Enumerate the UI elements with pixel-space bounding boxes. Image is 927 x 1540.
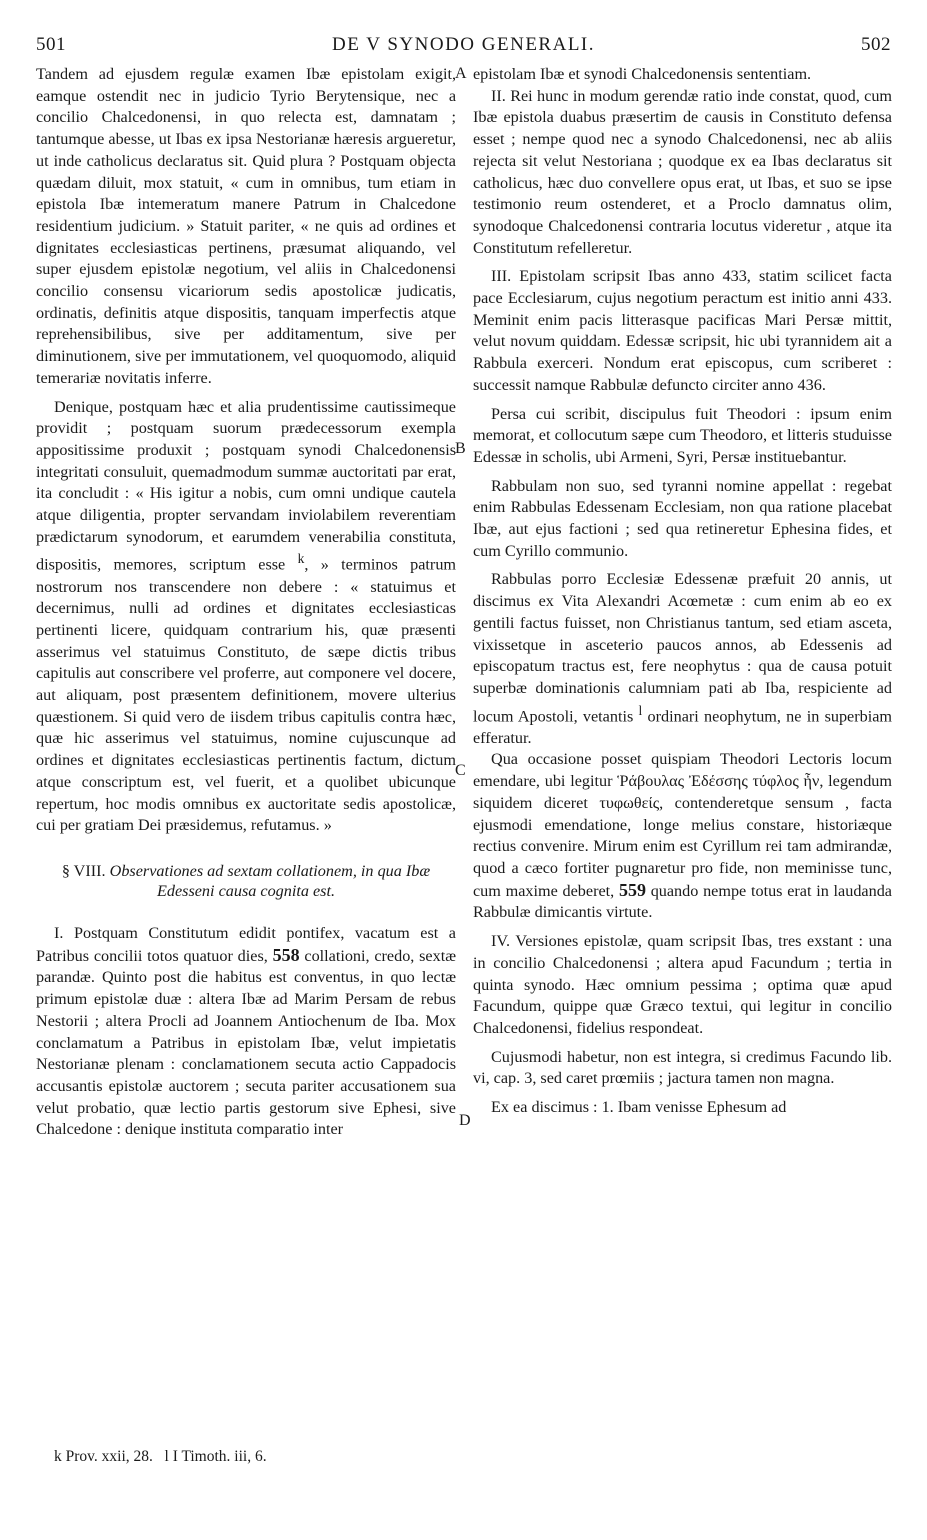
right-paragraph-1: II. Rei hunc in modum gerendæ ratio inde constat, quod, cum Ibæ epistola duabus præsertim de causis in Constituto defensa esset ; nempe quod nec a synodo Chalcedonensi, nec ab aliis rejecta sit velut Nestoriana ; quodque ex ea Ibas declaratus sit catholicus, hæc duo convellere opus erat, ut Ibas, et suo se ipse testimonio reum ostenderet, et a Proclo damnatus olim, synodoque Chalcedonensi contraria locutus videretur , atque ita Constitutum refelleretur. (473, 86, 892, 257)
right-paragraph-8: Cujusmodi habetur, non est integra, si credimus Facundo lib. vi, cap. 3, sed caret prœmiis ; jactura tamen non magna. (473, 1047, 892, 1088)
right-paragraph-5: Rabbulas porro Ecclesiæ Edessenæ præfuit 20 annis, ut discimus ex Vita Alexandri Acœmetæ : cum enim ab eo ex gentili factus fuisset, non Christianus tantum, sed etiam asceta, vixissetque in asceterio paucos annos, ab Edessenis ad episcopatum tractus est, fere neophytus : qua de causa potuit superbæ dominationis calumniam pati ab Iba, respiciente ad locum Apostoli, vetantis $^l$ ordinari neophytum, ne in superbiam efferatur. (473, 570, 893, 747)
page-number-right: 502 (861, 34, 891, 55)
right-paragraph-0: epistolam Ibæ et synodi Chalcedonensis sententiam. (473, 65, 812, 83)
footnote-ref-l: l (638, 702, 643, 718)
footnote-l: l I Timoth. iii, 6. (164, 1448, 267, 1465)
footnote-k: k Prov. xxii, 28. (54, 1448, 153, 1465)
left-column (36, 64, 456, 1141)
margin-letter-d: D (459, 1112, 471, 1129)
right-paragraph-4: Rabbulam non suo, sed tyranni nomine appellat : regebat enim Rabbulas Edessenam Ecclesiam, non qua ratione placebat Ibæ, aut ejus factioni ; sed qua retineretur Ephesina fides, et cum Cyrillo communio. (473, 476, 892, 560)
margin-letter-c: C (455, 762, 466, 779)
marginal-number-559: 559 (618, 879, 646, 900)
page-number-left: 501 (36, 34, 66, 55)
right-paragraph-7: IV. Versiones epistolæ, quam scripsit Ibas, tres exstant : una in concilio Chalcedonensi ; altera apud Facundum ; tertia in quinta synodo. Hæc omnium pessima ; optima quæ apud Facundum, quippe quæ Græco textui, qui legitur in concilio Chalcedonensi, fidelius respondeat. (473, 932, 892, 1037)
right-paragraph-9: Ex ea discimus : 1. Ibam venisse Ephesum ad (491, 1098, 787, 1117)
left-paragraph-3: I. Postquam Constitutum edidit pontifex, vacatum est a Patribus concilii totos quatuor dies, 558 collationi, credo, sextæ parandæ. Quinto post die habitus est conventus, in quo lectæ primum epistolæ duæ : altera Ibæ ad Marim Persam de rebus Nestorii ; altera Procli ad Joannem Antiochenum de Iba. Mox conclamatum a Patribus in epistolam Ibæ, velut impietatis Nestorianæ plenam : conclamationem secuta actio Cappadocis accusantis epistolæ auctorem ; secuta pariter accusationem sua velut probatio, quæ lectio partis gestorum sive Ephesi, sive Chalcedone : denique instituta comparatio inter (36, 924, 457, 1139)
running-title: DE V SYNODO GENERALI. (331, 34, 596, 55)
left-paragraph-2: Denique, postquam hæc et alia prudentissime cautissimeque providit ; postquam suorum prædecessorum exempla appositissime produxit ; postquam synodi Chalcedonensis integritati consuluit, quemadmodum summæ auctoritati par erat, ita concludit : « His igitur a nobis, cum omni undique cautela atque diligentia, propter servandam inviolabilem reverentiam prædictarum synodorum, et earumdem venerabilia constituta, dispositis, memores, scriptum esse $^k$, » terminos patrum nostrorum nos transcendere non debere : « statuimus et decernimus, nulli ad ordines et dignitates ecclesiasticas pertinenti licere, quidquam contrarium his, quæ præsenti asserimus vel statuimus Constituto, de sæpe dictis tribus capitulis aut conscribere vel proferre, aut componere vel docere, aut aliquam, post præsentem definitionem, movere ulterius quæstionem. Si quid vero de iisdem tribus capitulis contra hæc, quæ hic asserimus vel statuimus, nomine cujuscunque ad ordines et dignitates ecclesiasticas pertinentis factum, dictum atque conscriptum est, vel fuerit, et a quolibet ubicunque repertum, hoc modis omnibus ex auctoritate sedis apostolicæ, cui per gratiam Dei præsidemus, refutamus. » (36, 397, 457, 835)
marginal-number-558: 558 (272, 944, 300, 965)
right-paragraph-6: Qua occasione posset quispiam Theodori Lectoris locum emendare, ubi legitur Ῥάβουλας Ἐδέσσης τύφλος ἦν, legendum siquidem diceret τυφωθείς, contenderetque sensum , facta ejusmodi emendatione, longe melius constare, historiæque rectius convenire. Mirum enim est Cyrillum rei tam admirandæ, quod a cæco fortiter pugnaretur pro fide, non meminisse tunc, cum maxime deberet, 559 quando nempe totus erat in laudanda Rabbulæ dimicantis virtute. (473, 750, 892, 922)
margin-letter-a: A (455, 65, 467, 82)
footnote-ref-k: k (297, 551, 305, 567)
right-paragraph-2: III. Epistolam scripsit Ibas anno 433, statim scilicet facta pace Ecclesiarum, cujus negotium peractum est initio anni 433. Meminit enim pacis litterasque pacificas Mari Persæ mittit, velut novum quiddam. Edessæ scripsit, hic ubi tyrannidem ait a Rabbula exerceri. Nondum erat episcopus, cum scriberet : successit namque Rabbulæ defuncto circiter anno 436. (473, 267, 892, 394)
section-heading: § VIII. Observationes ad sextam collationem, in qua Ibæ Edesseni causa cognita est. (61, 862, 431, 900)
right-column (473, 64, 892, 1119)
margin-letter-b: B (455, 440, 466, 457)
left-paragraph-1: Tandem ad ejusdem regulæ examen Ibæ epistolam exigit, eamque ostendit nec in judicio Tyrio Berytensique, nec a concilio Chalcedonensi, in quo relecta est, damnatam ; tantumque abesse, ut Ibas ex ipsa Nestorianæ hæresis argueretur, ut inde catholicus declaratus sit. Quid plura ? Postquam objecta quædam diluit, mox statuit, « cum in omnibus, tum etiam in epistola Ibæ intemeratum manere Patrum in Chalcedone residentium judicium. » Statuit pariter, « ne quis ad ordines et dignitates ecclesiasticas pertinens, præsumat aliquando, vel super ejusdem epistolæ negotium, vel aliis in Chalcedonensi concilio consensu vicariorum sedis apostolicæ judicatis, ordinatis, definitis atque dispositis, tanquam imperfectis atque reprehensibilibus, sive per additamentum, sive per diminutionem, sive per immutationem, vel quoquomodo, aliquid temerariæ novitatis inferre. (36, 65, 456, 387)
footnotes (54, 1448, 267, 1466)
right-paragraph-3: Persa cui scribit, discipulus fuit Theodori : ipsum enim memorat, et collocutum sæpe cum Theodoro, et litteris studuisse Edessæ in scholis, ubi Armeni, Syri, Persæ instituebantur. (473, 404, 892, 466)
